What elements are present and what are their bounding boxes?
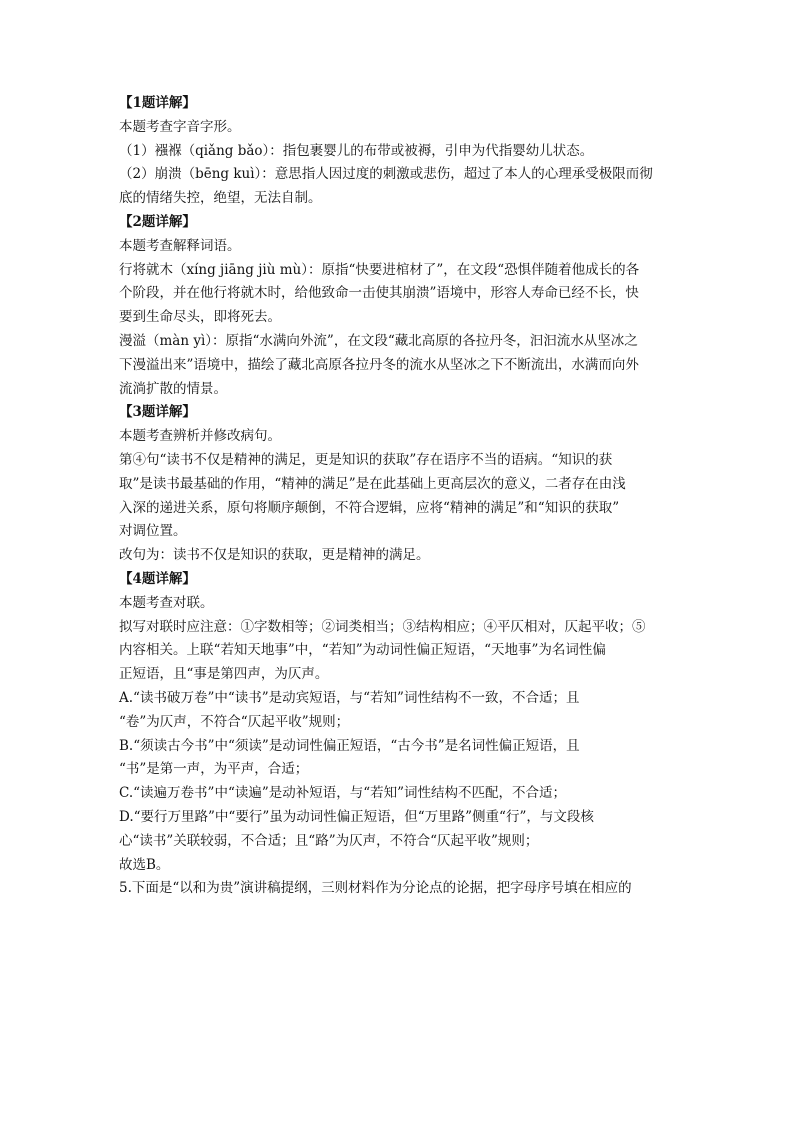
section-heading: 【4题详解】 (119, 570, 196, 587)
text-line: 底的情绪失控，绝望，无法自制。 (119, 190, 322, 207)
text-line: 改句为：读书不仅是知识的获取，更是精神的满足。 (119, 547, 430, 564)
text-line: （2）崩溃（bēng kuì）：意思指人因过度的刺激或悲伤，超过了本人的心理承受极限而彻 (119, 166, 653, 183)
section-heading: 【2题详解】 (119, 213, 196, 230)
text-line: 5.下面是“以和为贵”演讲稿提纲，三则材料作为分论点的论据，把字母序号填在相应的 (119, 880, 632, 897)
text-line: A.“读书破万卷”中“读书”是动宾短语，与“若知”词性结构不一致，不合适；且 (119, 689, 580, 706)
text-line: （1）襁褓（qiǎng bǎo）：指包裹婴儿的布带或被褥，引申为代指婴幼儿状态。 (119, 142, 594, 159)
text-line: C.“读遍万卷书”中“读遍”是动补短语，与“若知”词性结构不匹配，不合适； (119, 785, 567, 802)
text-line: 行将就木（xíng jiāng jiù mù）：原指“快要进棺材了”，在文段“恐惧伴随着他成长的各 (119, 261, 640, 278)
section-heading: 【3题详解】 (119, 404, 196, 421)
text-line: “卷”为仄声，不符合“仄起平收”规则； (119, 713, 350, 730)
text-line: 心“读书”关联较弱，不合适；且“路”为仄声，不符合“仄起平收”规则； (119, 832, 539, 849)
text-line: 流淌扩散的情景。 (119, 380, 227, 397)
text-line: 对调位置。 (119, 523, 187, 540)
text-line: 取”是读书最基础的作用，“精神的满足”是在此基础上更高层次的意义，二者存在由浅 (119, 475, 626, 492)
answer-explanation-text (119, 92, 679, 901)
text-line: 个阶段，并在他行将就木时，给他致命一击使其崩溃”语境中，形容人寿命已经不长，快 (119, 285, 639, 302)
text-line: 本题考查解释词语。 (119, 237, 241, 254)
text-line: 下漫溢出来”语境中，描绘了藏北高原各拉丹冬的流水从坚冰之下不断流出，水满而向外 (119, 356, 639, 373)
text-line: 入深的递进关系，原句将顺序颠倒，不符合逻辑，应将“精神的满足”和“知识的获取” (119, 499, 620, 516)
text-line: 内容相关。上联“若知天地事”中，“若知”为动词性偏正短语，“天地事”为名词性偏 (119, 642, 606, 659)
text-line: 本题考查辨析并修改病句。 (119, 428, 281, 445)
text-line: 拟写对联时应注意：①字数相等；②词类相当；③结构相应；④平仄相对，仄起平收；⑤ (119, 618, 646, 635)
text-line: 漫溢（màn yì）：原指“水满向外流”，在文段“藏北高原的各拉丹冬，汩汩流水从坚冰之 (119, 332, 638, 349)
text-line: 本题考查字音字形。 (119, 118, 241, 135)
text-line: D.“要行万里路”中“要行”虽为动词性偏正短语，但“万里路”侧重“行”，与文段核 (119, 808, 594, 825)
text-line: 故选B。 (119, 856, 170, 873)
text-line: 第④句“读书不仅是精神的满足，更是知识的获取”存在语序不当的语病。“知识的获 (119, 451, 613, 468)
text-line: B.“须读古今书”中“须读”是动词性偏正短语，“古今书”是名词性偏正短语，且 (119, 737, 580, 754)
text-line: “书”是第一声，为平声，合适； (119, 761, 309, 778)
text-line: 本题考查对联。 (119, 594, 214, 611)
text-line: 要到生命尽头，即将死去。 (119, 309, 281, 326)
section-heading: 【1题详解】 (119, 95, 196, 111)
text-line: 正短语，且“事是第四声，为仄声。 (119, 666, 329, 683)
